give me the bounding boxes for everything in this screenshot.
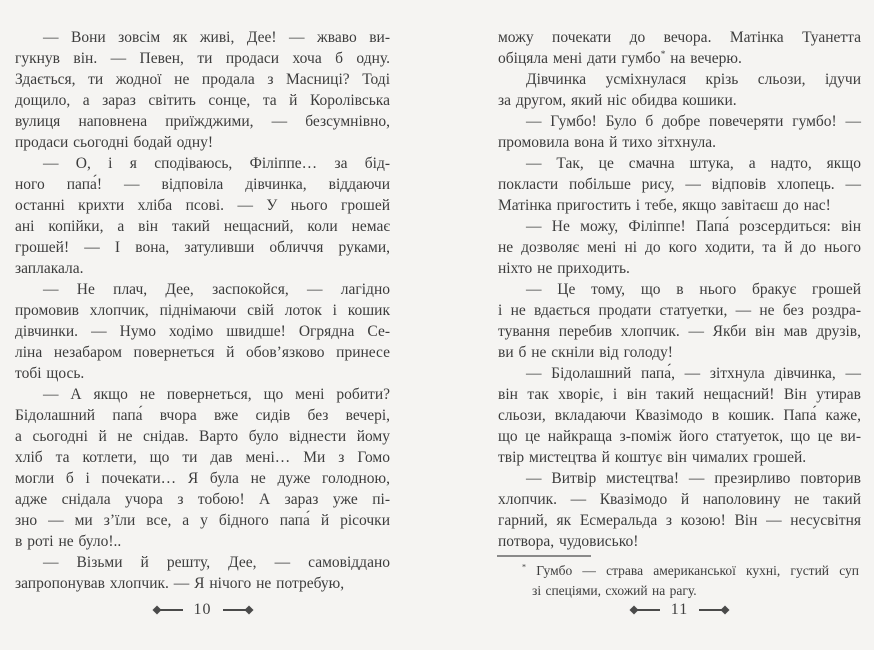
footnote-marker: * <box>660 49 666 60</box>
text-line: покласти побільше рису, — відповів хлопець. — <box>498 176 861 193</box>
text-line: ви б не скніли від голоду! <box>498 344 673 361</box>
text-line: гарний, як Есмеральда з козою! Він — несусвітня <box>498 512 861 529</box>
text-line: * Гумбо — страва американської кухні, густий суп <box>522 562 859 578</box>
text-line: адже снідала учора з тобою! А зараз уже пі- <box>15 491 390 508</box>
text-line: промовила вона й тихо зітхнула. <box>498 134 717 151</box>
text-line: — А якщо не повернеться, що мені робити? <box>43 386 390 403</box>
text-line: гукнув він. — Певен, ти продаси хоча б одну. <box>15 50 390 67</box>
text-line: дівчинки. — Нумо ходімо швидше! Огрядна Се- <box>15 323 390 340</box>
text-line: — Візьми й решту, Дее, — самовіддано <box>43 554 390 571</box>
page-number-left: 10 <box>193 601 212 618</box>
pager-right <box>498 601 861 619</box>
text-line: — Гумбо! Було б добре повечеряти гумбо! — <box>526 113 861 130</box>
text-line: Здається, ти жодної не продала з Масниці? Тоді <box>15 71 390 88</box>
page-right <box>498 27 861 601</box>
text-line: — Вони зовсім як живі, Дее! — жваво ви- <box>43 29 390 46</box>
text-line: — О, і я сподіваюсь, Філіппе… за бід- <box>43 155 390 172</box>
text-line: і не вдається продати статуетки, — не без роздра- <box>498 302 861 319</box>
text-line: — Витвір мистецтва! — презирливо повторив <box>526 470 861 487</box>
text-line: тування перебив хлопчик. — Якби він мав друзів, <box>498 323 861 340</box>
text-line: він так хворіє, і він такий нещасний! Він утирав <box>498 386 861 403</box>
text-line: промовив хлопчик, піднімаючи свій лоток і кошик <box>15 302 390 319</box>
text-line: — Це тому, що в нього бракує грошей <box>526 281 861 298</box>
text-line: твір мистецтва й коштує він чималих грошей. <box>498 449 807 466</box>
text-line: не дозволяє мені ні до кого ходити, та й до нього <box>498 239 861 256</box>
pager-arrow-left-icon <box>157 609 183 611</box>
text-line: заплакала. <box>15 260 84 277</box>
pager-left <box>15 601 390 619</box>
text-line: хлопчик. — Квазімодо й наполовину не такий <box>498 491 861 508</box>
footnote <box>522 561 859 601</box>
page-left-text <box>15 27 390 594</box>
pager-arrow-right-icon <box>223 609 249 611</box>
text-line: а сьогодні й не снідав. Варто було віднести йому <box>15 428 390 445</box>
text-line: ного папа́! — відповіла дівчинка, віддаючи <box>15 176 390 193</box>
text-line: — Не можу, Філіппе! Папа́ розсердиться: він <box>526 218 861 235</box>
text-line: ліна незабаром повернеться й обов’язково принесе <box>15 344 390 361</box>
page-number-right: 11 <box>670 601 689 618</box>
text-line: зно — ми з’їли все, а у бідного папа́ й рісочки <box>15 512 390 529</box>
text-line: Бідолашний папа́ вчора вже сидів без вечері, <box>15 407 390 424</box>
text-line: можу почекати до вечора. Матінка Туанетта <box>498 29 861 46</box>
text-line: сльози, вкладаючи Квазімодо в кошик. Папа́ каже, <box>498 407 861 424</box>
text-line: запропонував хлопчик. — Я нічого не потребую, <box>15 575 345 592</box>
footnote-marker: * <box>522 562 527 572</box>
text-line: тобі щось. <box>15 365 85 382</box>
text-line: Дівчинка усміхнулася крізь сльози, ідучи <box>526 71 861 88</box>
text-line: Матінка пригостить і тебе, якщо завітаєш до нас! <box>498 197 831 214</box>
text-line: — Так, це смачна штука, а надто, якщо <box>526 155 861 172</box>
text-line: грошей! — І вона, затуливши обличчя руками, <box>15 239 390 256</box>
text-line: хліб та котлети, що ти дав мені… Ми з Гомо <box>15 449 390 466</box>
text-line: потвора, чудовисько! <box>498 533 639 550</box>
text-line: вулиця наповнена приїжджими, — безсумнівно, <box>15 113 390 130</box>
text-line: продаси сьогодні бодай одну! <box>15 134 214 151</box>
text-line: — Бідолашний папа́, — зітхнула дівчинка, — <box>526 365 861 382</box>
text-line: за другом, який ніс обидва кошики. <box>498 92 737 109</box>
text-line: — Не плач, Дее, заспокойся, — лагідно <box>43 281 390 298</box>
page-left <box>15 27 390 594</box>
footnote-divider <box>497 555 591 557</box>
text-line: зі спеціями, схожий на рагу. <box>532 583 697 598</box>
text-line: ані копійки, а він такий нещасний, коли немає <box>15 218 390 235</box>
text-line: в роті не було!.. <box>15 533 122 550</box>
text-line: ніхто не приходить. <box>498 260 630 277</box>
pager-arrow-left-icon <box>634 609 660 611</box>
page-right-text <box>498 27 861 552</box>
pager-arrow-right-icon <box>699 609 725 611</box>
text-line: могли б і почекати… Я була не дуже голодною, <box>15 470 390 487</box>
text-line: що це найкраща з-поміж його статуеток, що це ви- <box>498 428 861 445</box>
text-line: обіцяла мені дати гумбо* на вечерю. <box>498 49 742 67</box>
text-line: останні крихти хліба псові. — У нього грошей <box>15 197 390 214</box>
text-line: дощило, а зараз світить сонце, та й Королівська <box>15 92 390 109</box>
